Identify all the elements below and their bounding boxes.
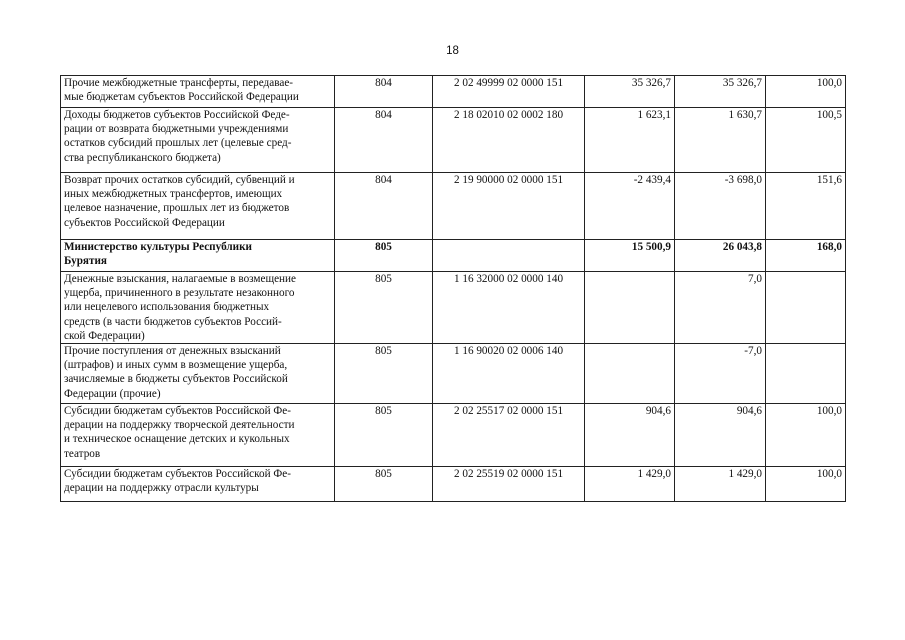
name-line: Субсидии бюджетам субъектов Российской Фе- [64, 405, 291, 418]
budget-code-cell: 1 16 32000 02 0000 140 [433, 272, 585, 344]
budget-code-cell: 2 18 02010 02 0002 180 [433, 108, 585, 173]
name-line: мые бюджетам субъектов Российской Федерации [64, 91, 299, 104]
admin-code-cell: 805 [335, 240, 433, 272]
table-row [61, 173, 846, 240]
actual-cell: 1 630,7 [675, 108, 766, 173]
planned-cell: 904,6 [585, 404, 675, 467]
name-line: ущерба, причиненного в результате незаконного [64, 287, 295, 300]
row-name-cell [61, 240, 335, 272]
budget-code-cell: 2 19 90000 02 0000 151 [433, 173, 585, 240]
budget-code-cell [433, 240, 585, 272]
row-name-cell [61, 404, 335, 467]
planned-cell: 1 623,1 [585, 108, 675, 173]
budget-code-cell: 1 16 90020 02 0006 140 [433, 344, 585, 404]
percent-cell [766, 344, 846, 404]
name-line: театров [64, 447, 101, 460]
name-line: и техническое оснащение детских и кукольных [64, 433, 290, 446]
budget-code-cell: 2 02 25519 02 0000 151 [433, 467, 585, 502]
actual-cell: -3 698,0 [675, 173, 766, 240]
row-name-cell [61, 272, 335, 344]
name-line: Денежные взыскания, налагаемые в возмещение [64, 273, 296, 285]
name-line: Бурятия [64, 255, 107, 268]
row-name-cell [61, 344, 335, 404]
planned-cell [585, 344, 675, 404]
table-row [61, 404, 846, 467]
page-number: 18 [446, 45, 459, 57]
planned-cell: 1 429,0 [585, 467, 675, 502]
actual-cell: 1 429,0 [675, 467, 766, 502]
name-line: ства республиканского бюджета) [64, 151, 221, 164]
name-line: Возврат прочих остатков субсидий, субвенций и [64, 174, 295, 186]
budget-table [60, 75, 846, 502]
name-line: дерации на поддержку творческой деятельности [64, 419, 295, 432]
budget-code-cell: 2 02 25517 02 0000 151 [433, 404, 585, 467]
name-line: (штрафов) и иных сумм в возмещение ущерба, [64, 359, 288, 372]
row-name-cell [61, 467, 335, 502]
row-name-cell [61, 108, 335, 173]
name-line: дерации на поддержку отрасли культуры [64, 482, 259, 495]
actual-cell: 26 043,8 [675, 240, 766, 272]
name-line: Федерации (прочие) [64, 387, 161, 400]
name-line: целевое назначение, прошлых лет из бюджетов [64, 202, 290, 215]
name-line: ской Федерации) [64, 329, 145, 342]
admin-code-cell: 805 [335, 272, 433, 344]
actual-cell: 35 326,7 [675, 76, 766, 108]
name-line: рации от возврата бюджетными учреждениями [64, 123, 289, 136]
table-row [61, 344, 846, 404]
name-line: или нецелевого использования бюджетных [64, 301, 270, 314]
admin-code-cell: 804 [335, 108, 433, 173]
actual-cell: -7,0 [675, 344, 766, 404]
name-line: Доходы бюджетов субъектов Российской Феде- [64, 109, 290, 121]
admin-code-cell: 804 [335, 173, 433, 240]
table-row [61, 108, 846, 173]
table-row [61, 240, 846, 272]
percent-cell: 151,6 [766, 173, 846, 240]
percent-cell: 100,0 [766, 76, 846, 108]
row-name-cell [61, 76, 335, 108]
admin-code-cell: 805 [335, 344, 433, 404]
planned-cell: -2 439,4 [585, 173, 675, 240]
name-line: Прочие межбюджетные трансферты, передавае- [64, 77, 294, 89]
name-line: Субсидии бюджетам субъектов Российской Фе- [64, 468, 291, 481]
planned-cell: 35 326,7 [585, 76, 675, 108]
admin-code-cell: 805 [335, 404, 433, 467]
percent-cell: 100,5 [766, 108, 846, 173]
name-line: зачисляемые в бюджеты субъектов Российской [64, 373, 288, 386]
name-line: остатков субсидий прошлых лет (целевые сред- [64, 137, 292, 150]
table-row [61, 76, 846, 108]
table-row [61, 272, 846, 344]
name-line: средств (в части бюджетов субъектов Россий- [64, 315, 282, 328]
name-line: Прочие поступления от денежных взысканий [64, 345, 281, 358]
actual-cell: 7,0 [675, 272, 766, 344]
budget-code-cell: 2 02 49999 02 0000 151 [433, 76, 585, 108]
actual-cell: 904,6 [675, 404, 766, 467]
name-line: иных межбюджетных трансфертов, имеющих [64, 188, 283, 201]
name-line: субъектов Российской Федерации [64, 216, 225, 229]
table-row [61, 467, 846, 502]
table-body [61, 76, 846, 502]
name-line: Министерство культуры Республики [64, 241, 253, 253]
planned-cell: 15 500,9 [585, 240, 675, 272]
planned-cell [585, 272, 675, 344]
percent-cell: 168,0 [766, 240, 846, 272]
percent-cell [766, 272, 846, 344]
row-name-cell [61, 173, 335, 240]
percent-cell: 100,0 [766, 404, 846, 467]
admin-code-cell: 805 [335, 467, 433, 502]
percent-cell: 100,0 [766, 467, 846, 502]
admin-code-cell: 804 [335, 76, 433, 108]
